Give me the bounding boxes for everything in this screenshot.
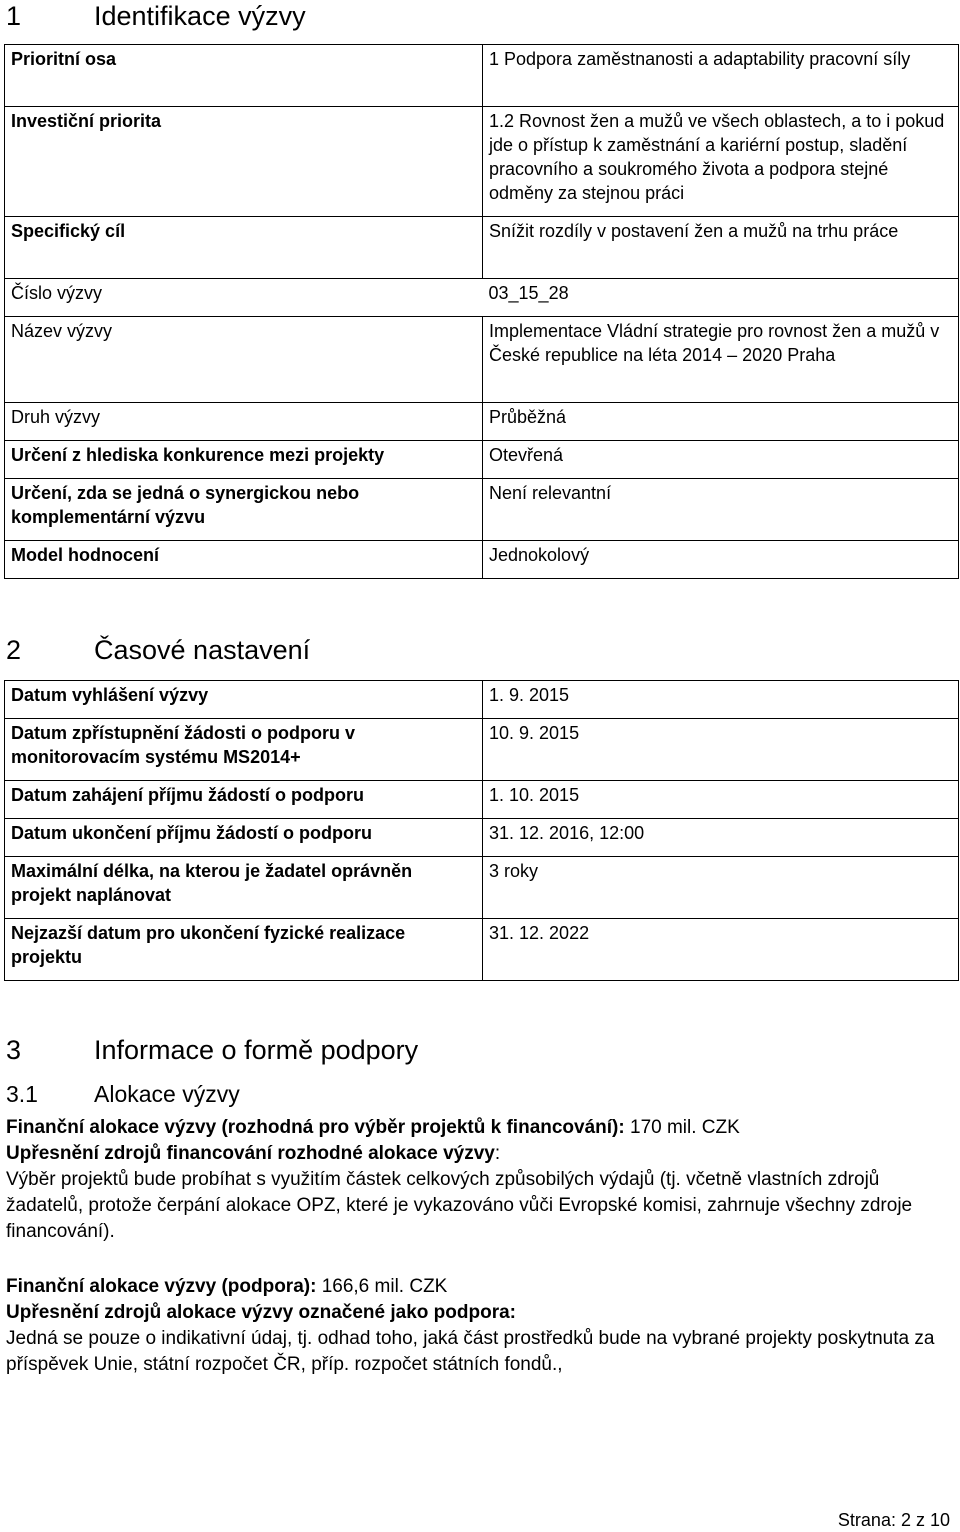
row-value: 31. 12. 2022	[483, 919, 959, 981]
allocation-source-colon: :	[494, 1143, 501, 1164]
row-value: Průběžná	[483, 403, 959, 441]
table-row	[5, 279, 959, 317]
allocation-source-line	[6, 1141, 954, 1167]
subsection-3-1-heading	[6, 1080, 240, 1108]
row-value: Snížit rozdíly v postavení žen a mužů na trhu práce	[483, 217, 959, 279]
row-label: Investiční priorita	[5, 107, 483, 217]
row-label: Datum vyhlášení výzvy	[5, 681, 483, 719]
table-row	[5, 719, 959, 781]
section-1-heading	[6, 0, 306, 32]
row-value: 3 roky	[483, 857, 959, 919]
section-3-number: 3	[6, 1035, 22, 1065]
section-2-number: 2	[6, 635, 22, 665]
table-row	[5, 217, 959, 279]
table-row	[5, 781, 959, 819]
allocation-source-label: Upřesnění zdrojů financování rozhodné alokace výzvy	[6, 1143, 495, 1164]
allocation-block	[6, 1115, 954, 1245]
table-row	[5, 45, 959, 107]
allocation-source-text: Výběr projektů bude probíhat s využitím částek celkových způsobilých výdajů (tj. včetně vlastních zdrojů žadatelů, protože čerpání alokace OPZ, které je vykazováno vůči Evropské komisi, zahrnuje všechny zdroje financování).	[6, 1169, 913, 1242]
row-value: 1. 9. 2015	[483, 681, 959, 719]
row-label: Číslo výzvy	[5, 279, 483, 317]
support-value: 166,6 mil. CZK	[316, 1276, 448, 1297]
support-line	[6, 1274, 954, 1300]
table-row	[5, 403, 959, 441]
page-number: Strana: 2 z 10	[837, 1510, 950, 1530]
row-value: 03_15_28	[483, 279, 959, 317]
section-2-title: Časové nastavení	[94, 635, 311, 665]
table-row	[5, 819, 959, 857]
support-block	[6, 1274, 954, 1378]
identification-table	[4, 44, 959, 579]
section-1-title: Identifikace výzvy	[94, 1, 306, 31]
table-row	[5, 317, 959, 403]
allocation-value: 170 mil. CZK	[624, 1117, 740, 1138]
row-value: Jednokolový	[483, 541, 959, 579]
row-label: Datum ukončení příjmu žádostí o podporu	[5, 819, 483, 857]
row-value: 10. 9. 2015	[483, 719, 959, 781]
row-value: 1. 10. 2015	[483, 781, 959, 819]
table-row	[5, 919, 959, 981]
row-value: 31. 12. 2016, 12:00	[483, 819, 959, 857]
row-label: Datum zahájení příjmu žádostí o podporu	[5, 781, 483, 819]
row-label: Nejzazší datum pro ukončení fyzické realizace projektu	[5, 919, 483, 981]
section-1-number: 1	[6, 1, 22, 31]
subsection-3-1-title: Alokace výzvy	[94, 1081, 240, 1107]
support-source-text: Jedná se pouze o indikativní údaj, tj. odhad toho, jaká část prostředků bude na vybrané projekty poskytnuta za příspěvek Unie, státní rozpočet ČR, příp. rozpočet státních fondů.,	[6, 1328, 935, 1375]
row-label: Prioritní osa	[5, 45, 483, 107]
section-3-heading	[6, 1034, 418, 1066]
row-label: Model hodnocení	[5, 541, 483, 579]
table-row	[5, 681, 959, 719]
table-row	[5, 479, 959, 541]
row-value: 1 Podpora zaměstnanosti a adaptability pracovní síly	[483, 45, 959, 107]
table-row	[5, 541, 959, 579]
subsection-3-1-number: 3.1	[6, 1081, 38, 1107]
section-2-heading	[6, 634, 310, 666]
row-value: Implementace Vládní strategie pro rovnost žen a mužů v České republice na léta 2014 – 2020 Praha	[483, 317, 959, 403]
timing-table	[4, 680, 959, 981]
row-label: Specifický cíl	[5, 217, 483, 279]
row-value: 1.2 Rovnost žen a mužů ve všech oblastech, a to i pokud jde o přístup k zaměstnání a kariérní postup, sladění pracovního a soukromého života a podpora stejné odměny za stejnou práci	[483, 107, 959, 217]
support-source-line	[6, 1300, 954, 1326]
table-row	[5, 857, 959, 919]
row-label: Druh výzvy	[5, 403, 483, 441]
row-label: Maximální délka, na kterou je žadatel oprávněn projekt naplánovat	[5, 857, 483, 919]
row-label: Datum zpřístupnění žádosti o podporu v monitorovacím systému MS2014+	[5, 719, 483, 781]
allocation-label: Finanční alokace výzvy (rozhodná pro výběr projektů k financování):	[6, 1117, 625, 1138]
row-label: Název výzvy	[5, 317, 483, 403]
table-row	[5, 107, 959, 217]
row-value: Není relevantní	[483, 479, 959, 541]
support-label: Finanční alokace výzvy (podpora):	[6, 1276, 317, 1297]
table-row	[5, 441, 959, 479]
section-3-title: Informace o formě podpory	[94, 1035, 419, 1065]
row-label: Určení, zda se jedná o synergickou nebo komplementární výzvu	[5, 479, 483, 541]
row-value: Otevřená	[483, 441, 959, 479]
allocation-line	[6, 1115, 954, 1141]
support-source-label: Upřesnění zdrojů alokace výzvy označené jako podpora:	[6, 1302, 516, 1323]
row-label: Určení z hlediska konkurence mezi projekty	[5, 441, 483, 479]
